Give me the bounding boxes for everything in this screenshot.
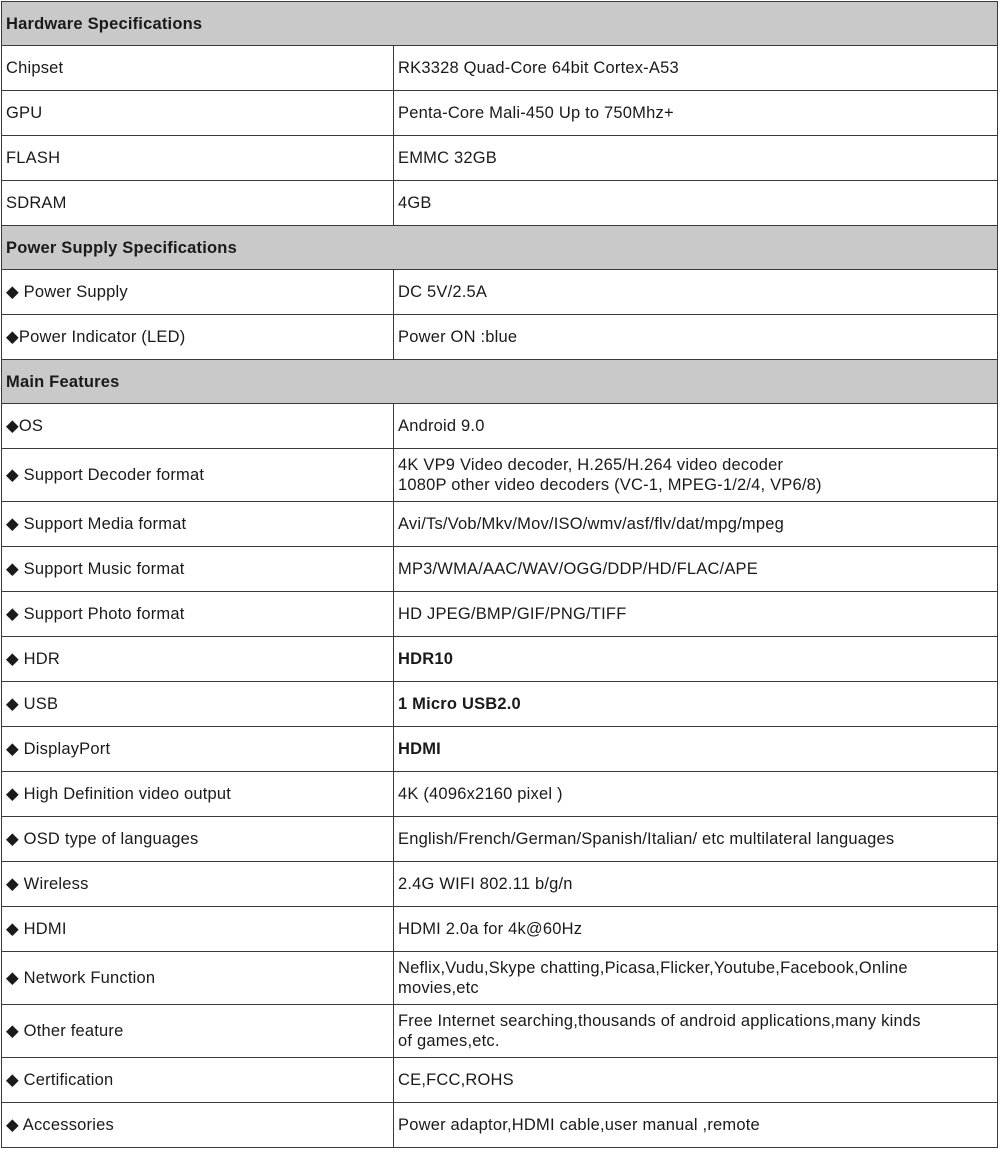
spec-row-hdr — [2, 637, 998, 682]
spec-row-power-supply — [2, 270, 998, 315]
spec-value: CE,FCC,ROHS — [394, 1058, 998, 1103]
spec-label: ◆ Accessories — [2, 1103, 394, 1148]
spec-value-line: of games,etc. — [398, 1032, 500, 1050]
spec-value: RK3328 Quad-Core 64bit Cortex-A53 — [394, 46, 998, 91]
spec-label: ◆ Other feature — [2, 1005, 394, 1058]
spec-value: HD JPEG/BMP/GIF/PNG/TIFF — [394, 592, 998, 637]
spec-row-media-format — [2, 502, 998, 547]
spec-row-certification — [2, 1058, 998, 1103]
section-header-power — [2, 226, 998, 270]
spec-row-photo-format — [2, 592, 998, 637]
spec-row-network-function — [2, 952, 998, 1005]
spec-value: Power ON :blue — [394, 315, 998, 360]
spec-row-other-feature — [2, 1005, 998, 1058]
spec-label: ◆ Support Decoder format — [2, 449, 394, 502]
spec-value-line: Free Internet searching,thousands of android applications,many kinds — [398, 1012, 921, 1030]
spec-label: ◆ Support Media format — [2, 502, 394, 547]
spec-label: SDRAM — [2, 181, 394, 226]
spec-row-hdmi — [2, 907, 998, 952]
spec-value: Penta-Core Mali-450 Up to 750Mhz+ — [394, 91, 998, 136]
section-header-main-features — [2, 360, 998, 404]
spec-value — [394, 1005, 998, 1058]
section-header-hardware — [2, 2, 998, 46]
spec-value: MP3/WMA/AAC/WAV/OGG/DDP/HD/FLAC/APE — [394, 547, 998, 592]
spec-row-osd-languages — [2, 817, 998, 862]
spec-row-music-format — [2, 547, 998, 592]
spec-label: ◆Power Indicator (LED) — [2, 315, 394, 360]
spec-value: EMMC 32GB — [394, 136, 998, 181]
section-title: Main Features — [2, 360, 998, 404]
spec-label: GPU — [2, 91, 394, 136]
spec-row-decoder-format — [2, 449, 998, 502]
spec-label: ◆ Power Supply — [2, 270, 394, 315]
spec-row-power-indicator — [2, 315, 998, 360]
spec-label: ◆ High Definition video output — [2, 772, 394, 817]
spec-label: ◆ Wireless — [2, 862, 394, 907]
spec-value: 1 Micro USB2.0 — [394, 682, 998, 727]
spec-row-video-output — [2, 772, 998, 817]
spec-value: DC 5V/2.5A — [394, 270, 998, 315]
spec-row-usb — [2, 682, 998, 727]
spec-label: ◆ Certification — [2, 1058, 394, 1103]
spec-value: Android 9.0 — [394, 404, 998, 449]
spec-label: ◆ USB — [2, 682, 394, 727]
spec-row-chipset — [2, 46, 998, 91]
spec-value: HDR10 — [394, 637, 998, 682]
spec-label: ◆ HDMI — [2, 907, 394, 952]
spec-row-gpu — [2, 91, 998, 136]
spec-label: ◆ Network Function — [2, 952, 394, 1005]
section-title: Hardware Specifications — [2, 2, 998, 46]
spec-value: Power adaptor,HDMI cable,user manual ,remote — [394, 1103, 998, 1148]
spec-value: 2.4G WIFI 802.11 b/g/n — [394, 862, 998, 907]
spec-value-line: 1080P other video decoders (VC-1, MPEG-1/2/4, VP6/8) — [398, 476, 822, 494]
spec-label: ◆OS — [2, 404, 394, 449]
spec-label: ◆ Support Photo format — [2, 592, 394, 637]
spec-row-sdram — [2, 181, 998, 226]
spec-row-accessories — [2, 1103, 998, 1148]
spec-value: 4GB — [394, 181, 998, 226]
spec-label: ◆ HDR — [2, 637, 394, 682]
spec-label: ◆ Support Music format — [2, 547, 394, 592]
spec-value: HDMI 2.0a for 4k@60Hz — [394, 907, 998, 952]
spec-row-displayport — [2, 727, 998, 772]
spec-row-flash — [2, 136, 998, 181]
spec-row-wireless — [2, 862, 998, 907]
spec-value: HDMI — [394, 727, 998, 772]
section-title: Power Supply Specifications — [2, 226, 998, 270]
spec-label: FLASH — [2, 136, 394, 181]
spec-value — [394, 952, 998, 1005]
spec-label: Chipset — [2, 46, 394, 91]
spec-value-line: movies,etc — [398, 979, 479, 997]
spec-value: English/French/German/Spanish/Italian/ etc multilateral languages — [394, 817, 998, 862]
spec-value-line: Neflix,Vudu,Skype chatting,Picasa,Flicker,Youtube,Facebook,Online — [398, 959, 908, 977]
spec-value — [394, 449, 998, 502]
spec-value: 4K (4096x2160 pixel ) — [394, 772, 998, 817]
spec-label: ◆ DisplayPort — [2, 727, 394, 772]
spec-table — [1, 1, 998, 1148]
spec-label: ◆ OSD type of languages — [2, 817, 394, 862]
spec-row-os — [2, 404, 998, 449]
spec-value-line: 4K VP9 Video decoder, H.265/H.264 video decoder — [398, 456, 784, 474]
spec-value: Avi/Ts/Vob/Mkv/Mov/ISO/wmv/asf/flv/dat/mpg/mpeg — [394, 502, 998, 547]
